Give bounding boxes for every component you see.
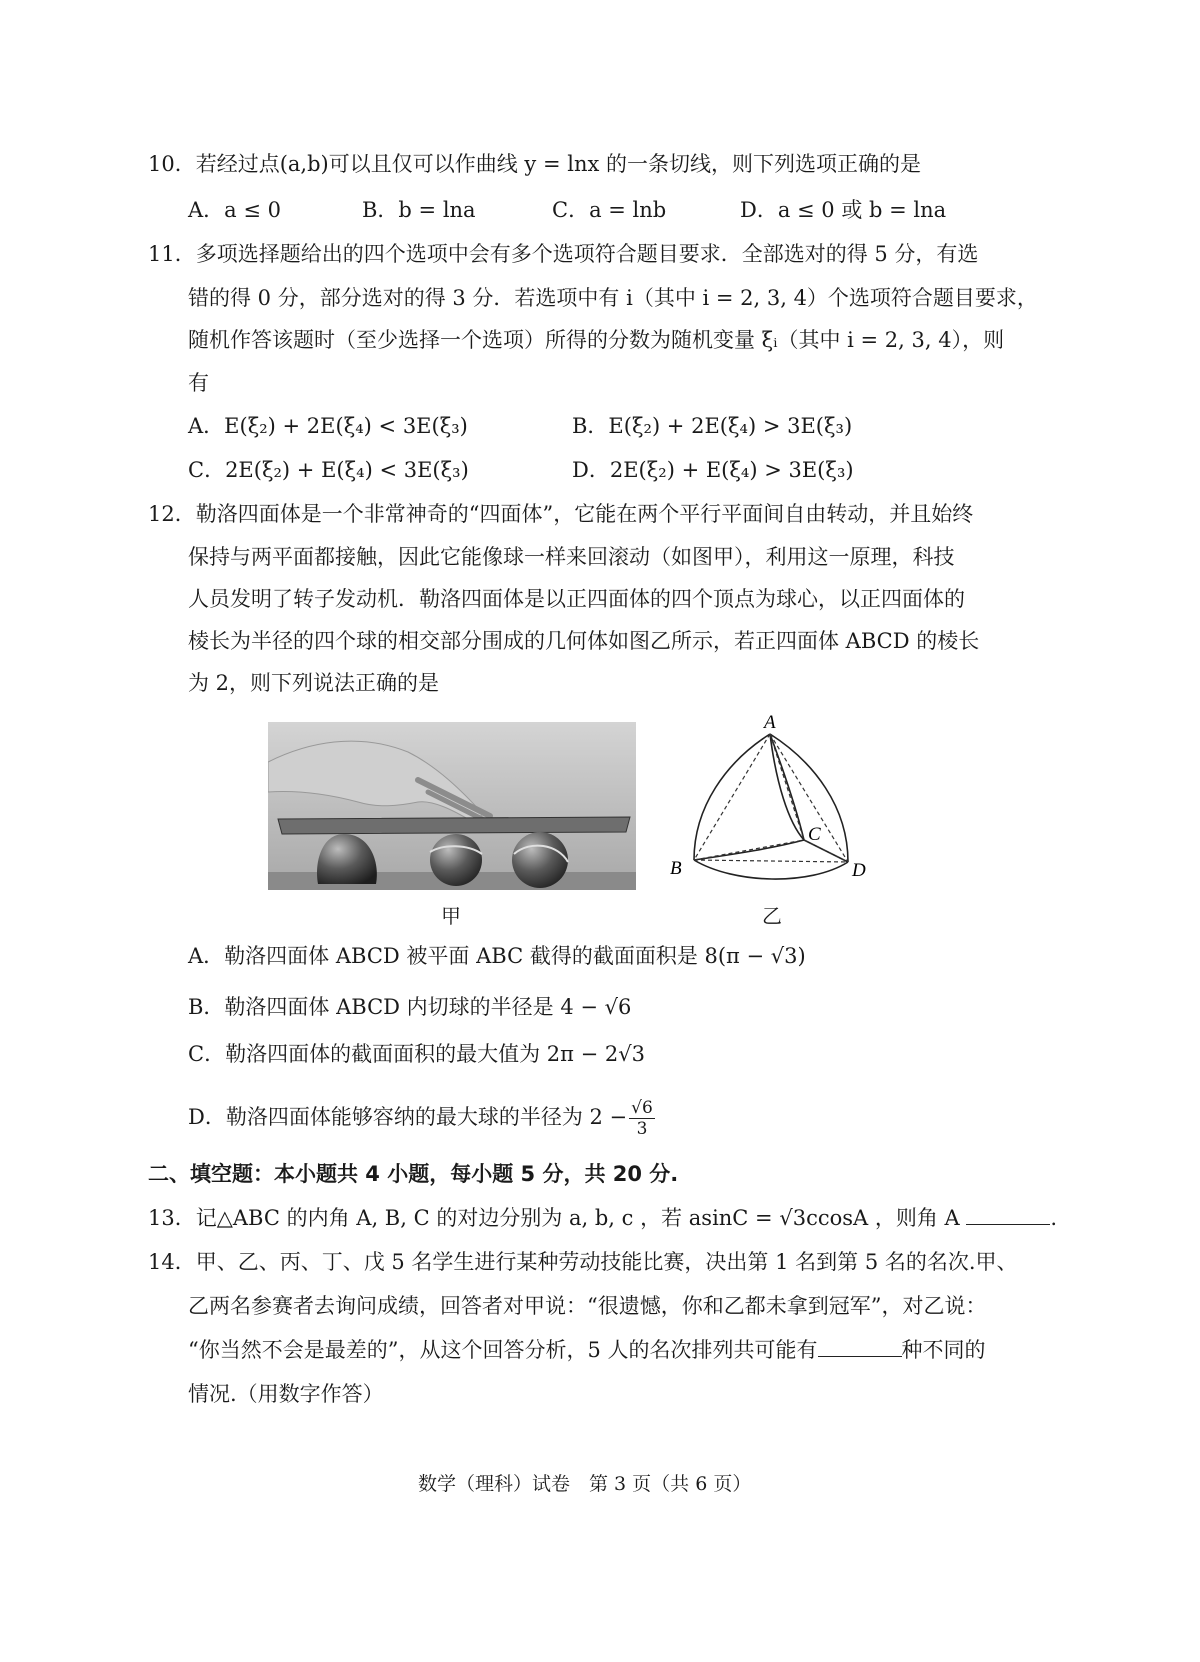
figure-yi-diagram: [664, 712, 880, 888]
vertex-d-label: D: [852, 860, 866, 881]
q12-line-5: 为 2，则下列说法正确的是: [188, 671, 440, 695]
q10-option-a: A．a ≤ 0: [188, 198, 281, 222]
figure-yi-caption: 乙: [762, 904, 782, 928]
q12-option-b: B．勒洛四面体 ABCD 内切球的半径是 4 − √6: [188, 995, 632, 1019]
q12-line-4: 棱长为半径的四个球的相交部分围成的几何体如图乙所示，若正四面体 ABCD 的棱长: [188, 629, 980, 653]
fraction-denominator: 3: [636, 1119, 648, 1139]
figure-jia-caption: 甲: [441, 904, 461, 928]
q11-line-3: 随机作答该题时（至少选择一个选项）所得的分数为随机变量 ξᵢ（其中 i = 2, 3, 4），则: [188, 328, 1005, 352]
q14-line-4: 情况.（用数字作答）: [188, 1382, 384, 1406]
q14-line-3-text: “你当然不会是最差的”，从这个回答分析，5 人的名次排列共可能有: [188, 1338, 818, 1362]
vertex-a-label: A: [764, 712, 776, 733]
q12-option-d: [188, 1098, 655, 1139]
q11-option-a: A．E(ξ₂) + 2E(ξ₄) < 3E(ξ₃): [188, 414, 468, 438]
q12-line-3: 人员发明了转子发动机．勒洛四面体是以正四面体的四个顶点为球心，以正四面体的: [188, 587, 965, 611]
q10-option-d: D．a ≤ 0 或 b = lna: [740, 198, 947, 222]
q12-option-c: C．勒洛四面体的截面面积的最大值为 2π − 2√3: [188, 1042, 645, 1066]
q11-option-c: C．2E(ξ₂) + E(ξ₄) < 3E(ξ₃): [188, 458, 469, 482]
q13-line: [148, 1204, 1057, 1232]
q10-option-b: B．b = lna: [362, 198, 476, 222]
q11-option-d: D．2E(ξ₂) + E(ξ₄) > 3E(ξ₃): [572, 458, 854, 482]
q11-line-4: 有: [188, 371, 209, 395]
q12-line-1: 12．勒洛四面体是一个非常神奇的“四面体”，它能在两个平行平面间自由转动，并且始终: [148, 502, 974, 526]
q12-option-a: A．勒洛四面体 ABCD 被平面 ABC 截得的截面面积是 8(π − √3): [188, 944, 806, 968]
q10-option-c: C．a = lnb: [552, 198, 667, 222]
q11-line-2: 错的得 0 分，部分选对的得 3 分．若选项中有 i（其中 i = 2, 3, 4）个选项符合题目要求，: [188, 286, 1038, 310]
fraction-numerator: √6: [631, 1098, 653, 1118]
q14-line-3-end: 种不同的: [901, 1338, 986, 1362]
vertex-b-label: B: [670, 858, 682, 879]
q12-option-d-text: D．勒洛四面体能够容纳的最大球的半径为 2 −: [188, 1105, 628, 1129]
q13-answer-blank[interactable]: [966, 1204, 1050, 1225]
figure-jia-photo: [268, 722, 636, 890]
q12-line-2: 保持与两平面都接触，因此它能像球一样来回滚动（如图甲），利用这一原理，科技: [188, 545, 955, 569]
q11-option-b: B．E(ξ₂) + 2E(ξ₄) > 3E(ξ₃): [572, 414, 853, 438]
q13-text: 13．记△ABC 的内角 A, B, C 的对边分别为 a, b, c ，若 asinC = √3ccosA ，则角 A: [148, 1206, 960, 1230]
section-2-heading: 二、填空题：本小题共 4 小题，每小题 5 分，共 20 分.: [148, 1162, 679, 1186]
q14-line-1: 14．甲、乙、丙、丁、戊 5 名学生进行某种劳动技能比赛，决出第 1 名到第 5 名的名次.甲、: [148, 1250, 1018, 1274]
vertex-c-label: C: [808, 824, 821, 845]
q10-stem: 10．若经过点(a,b)可以且仅可以作曲线 y = lnx 的一条切线，则下列选项正确的是: [148, 152, 921, 176]
q14-line-3: [188, 1336, 986, 1364]
q14-answer-blank[interactable]: [818, 1336, 902, 1357]
q11-line-1: 11．多项选择题给出的四个选项中会有多个选项符合题目要求．全部选对的得 5 分，有选: [148, 242, 979, 266]
q14-line-2: 乙两名参赛者去询问成绩，回答者对甲说：“很遗憾，你和乙都未拿到冠军”，对乙说：: [188, 1294, 987, 1318]
q12-option-d-fraction: [629, 1098, 655, 1139]
q13-end: .: [1050, 1206, 1058, 1230]
page-footer: 数学（理科）试卷 第 3 页（共 6 页）: [418, 1473, 752, 1495]
